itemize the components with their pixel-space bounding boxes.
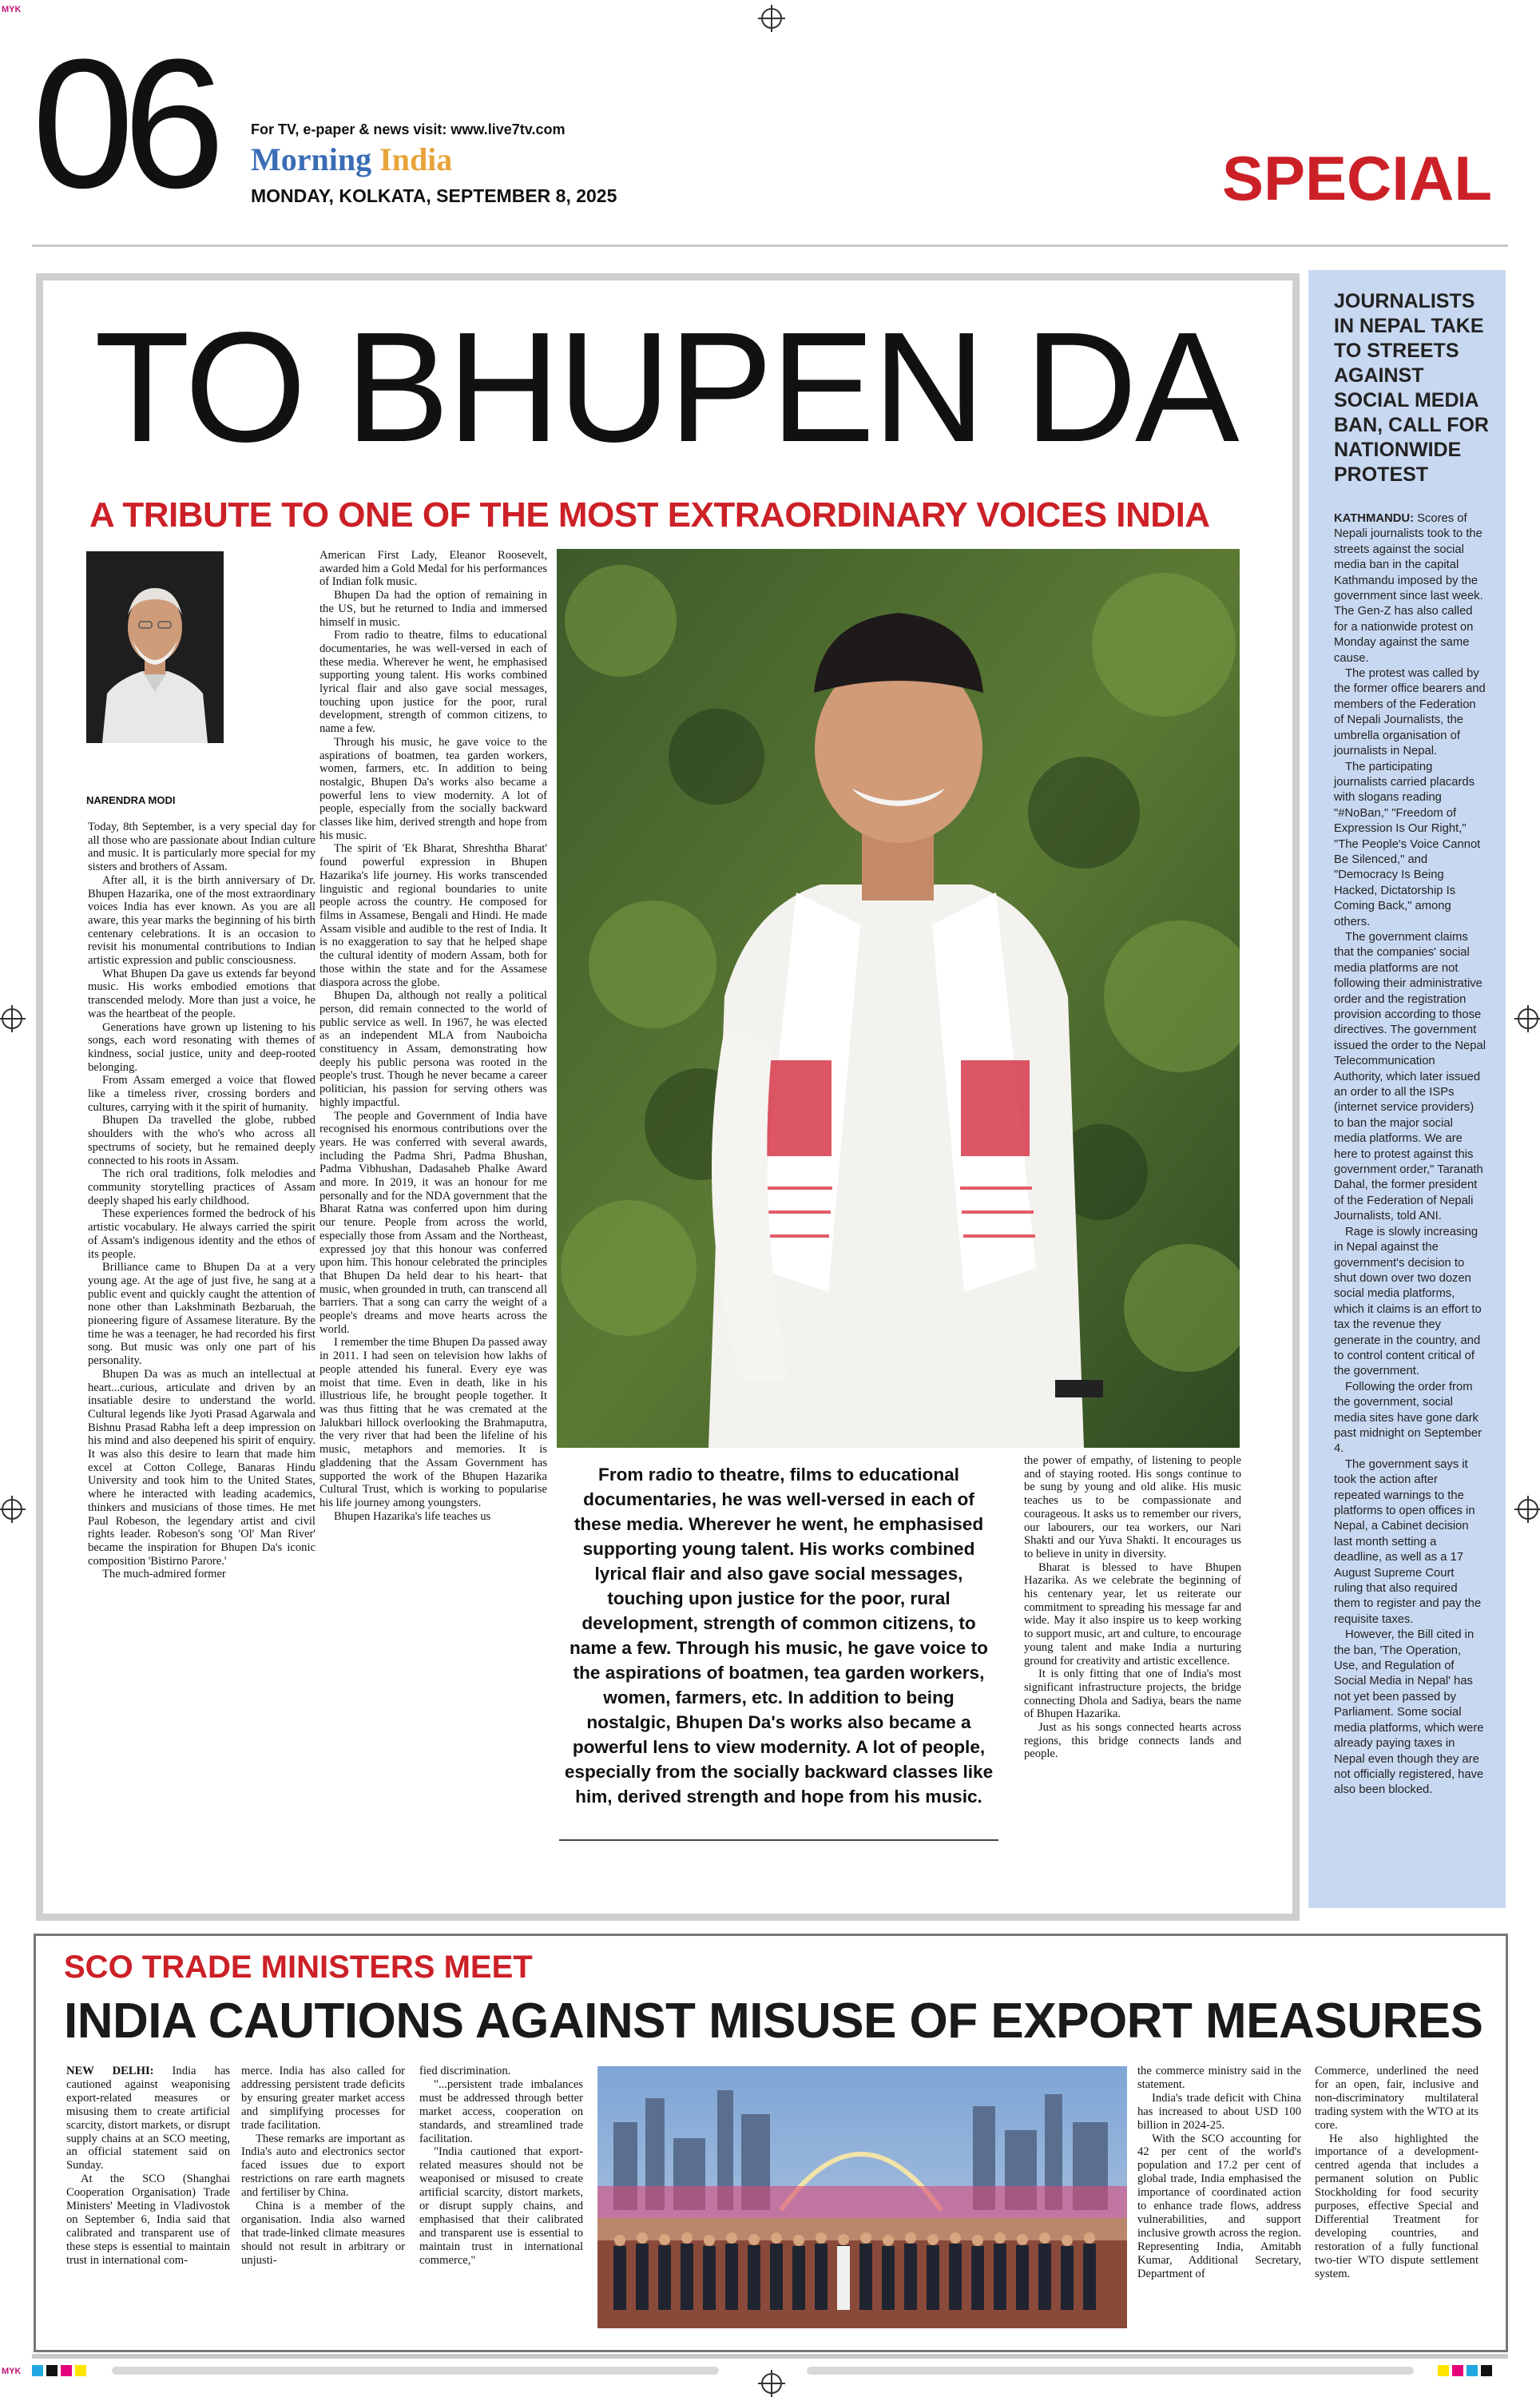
article-column-2 (320, 549, 547, 1523)
masthead-brand (251, 141, 452, 178)
sidebar-body (1334, 511, 1486, 1799)
paragraph (1334, 511, 1486, 666)
paragraph: "...persistent trade imbalances must be addressed through better market access, cooperation on standards, and streamlined trade facilitation. (419, 2077, 583, 2145)
paragraph: Bhupen Da had the option of remaining in the US, but he returned to India and immersed himself in music. (320, 589, 547, 629)
author-caption: NARENDRA MODI (86, 794, 176, 806)
section-label: SPECIAL (1221, 143, 1492, 213)
bottom-column-5 (1315, 2065, 1478, 2281)
paragraph: India's trade deficit with China has increased to about USD 100 billion in 2024-25. (1137, 2091, 1301, 2132)
paragraph: Bhupen Da travelled the globe, rubbed shoulders with the who's who across all spectrums of society, but he remained deeply connected to his roots in Assam. (88, 1114, 316, 1167)
sidebar-headline: JOURNALISTS IN NEPAL TAKE TO STREETS AGAINST SOCIAL MEDIA BAN, CALL FOR NATIONWIDE PROTEST (1334, 290, 1489, 486)
article-column-4 (1024, 1454, 1241, 1761)
registration-mark-top (761, 8, 782, 29)
bottom-kicker: SCO TRADE MINISTERS MEET (64, 1950, 533, 1985)
paragraph: However, the Bill cited in the ban, 'The Operation, Use, and Regulation of Social Media in Nepal' has not yet been passed by Parliament. Some social media platforms, which were already paying taxes in Nepal even though they are not officially registered, have also been blocked. (1334, 1628, 1484, 1797)
paragraph: the commerce ministry said in the statement. (1137, 2065, 1301, 2091)
main-headline: TO BHUPEN DA (94, 300, 1237, 475)
bottom-column-3 (419, 2065, 583, 2268)
paragraph: Through his music, he gave voice to the aspirations of boatmen, tea garden workers, women, farmers, etc. In addition to being nostalgic, Bhupen Da's works also became a powerful lens to view modernity. A lot of people, especially from the socially backward classes like him, derived strength and hope from his music. (320, 735, 547, 842)
paragraph: American First Lady, Eleanor Roosevelt, awarded him a Gold Medal for his performances of Indian folk music. (320, 549, 547, 589)
bottom-column-2 (241, 2065, 405, 2268)
paragraph: From Assam emerged a voice that flowed like a timeless river, crossing borders and cultures, carrying with it the spirit of humanity. (88, 1074, 316, 1114)
paragraph (66, 2065, 230, 2172)
bottom-dateline: NEW DELHI: (66, 2065, 154, 2077)
paragraph: Today, 8th September, is a very special day for all those who are passionate about Indian culture and music. It is particularly more special for my sisters and brothers of Assam. (88, 821, 316, 874)
paragraph: With the SCO accounting for 42 per cent of the world's population and 17.2 per cent of global trade, India emphasised the importance of coordinated action to enhance trade flows, address vulnerabilities, and support inclusive growth across the region. Representing India, Amitabh Kumar, Additional Secretary, Department of (1137, 2132, 1301, 2280)
paragraph: Rage is slowly increasing in Nepal against the government's decision to shut down over two dozen social media platforms, which it claims is an effort to tax the revenue they generate in the country, and to control content critical of the government. (1334, 1225, 1482, 1378)
bhupen-hazarika-photo (557, 549, 1240, 1448)
paragraph: China is a member of the organisation. India also warned that trade-linked climate measures should not result in arbitrary or unjusti- (241, 2200, 405, 2267)
group-photo-illustration (597, 2066, 1127, 2328)
page-number: 06 (32, 21, 214, 226)
gray-bar-right (807, 2367, 1414, 2375)
bottom-column-4 (1137, 2065, 1301, 2281)
visit-line: For TV, e-paper & news visit: www.live7tv.com (251, 121, 566, 137)
paragraph: I remember the time Bhupen Da passed away in 2011. I had seen on television how lakhs of people attended his funeral. Every eye was moist that time. Even in death, like in his illustrious life, he brought people together. It was thus fitting that he was cremated at the Jalukbari hillock overlooking the Brahmaputra, the very river that had been the lifeline of his music, metaphors and memories. It is gladdening that the Assam Government has supported the work of the Bhupen Hazarika Cultural Trust, which is working to popularise his life journey among youngsters. (320, 1336, 547, 1509)
paragraph: Bhupen Da, although not really a political person, did remain connected to the world of public service as well. In 1967, he was elected as an independent MLA from Nauboicha constituency in Assam, demonstrating how deeply his public persona was rooted in the people's trust. Though he never became a career politician, his passion for serving others was highly impactful. (320, 989, 547, 1109)
myk-mark-top: MYK (2, 5, 22, 14)
paragraph: The much-admired former (102, 1568, 226, 1581)
dateline: MONDAY, KOLKATA, SEPTEMBER 8, 2025 (251, 185, 617, 206)
paragraph: Bharat is blessed to have Bhupen Hazarika. As we celebrate the beginning of his centenary year, let us reiterate our commitment to spreading his message far and wide. May it also inspire us to keep working to support music, art and culture, to encourage young talent and make India a nurturing ground for creativity and artistic excellence. (1024, 1560, 1241, 1668)
registration-mark-right (1518, 1008, 1538, 1029)
paragraph: The rich oral traditions, folk melodies and community storytelling practices of Assam deeply shaped his early childhood. (88, 1167, 316, 1207)
paragraph: The participating journalists carried placards with slogans reading "#NoBan," "Freedom of Expression Is Our Right," "The People's Voice Cannot Be Silenced," and "Democracy Is Being Hacked, Dictatorship Is Coming Back," among others. (1334, 760, 1481, 928)
paragraph: The government says it took the action after repeated warnings to the platforms to open offices in Nepal, a Cabinet decision last month setting a deadline, as well as a 17 August Supreme Court ruling that also required them to register and pay the requisite taxes. (1334, 1457, 1482, 1626)
paragraph: These experiences formed the bedrock of his artistic vocabulary. He always carried the spirit of Assam's indigenous identity and the ethos of its people. (88, 1207, 316, 1261)
registration-mark-left (2, 1008, 22, 1029)
paragraph: He also highlighted the importance of a development-centred agenda that includes a permanent solution on Public Stockholding for food security purposes, effective Special and Differential Treatment for developing countries, and restoration of a fully functional two-tier WTO dispute settlement system. (1315, 2132, 1478, 2280)
registration-mark-left-2 (2, 1499, 22, 1520)
paragraph: The people and Government of India have recognised his enormous contributions over the years. He was conferred with several awards, including the Padma Shri, Padma Bhushan, Padma Vibhushan, Dadasaheb Phalke Award and more. In 2019, it was an honour for me personally and for the NDA government that the Bharat Ratna was conferred upon him during our tenure. People from across the world, especially those from Assam and the Northeast, expressed joy that this honour was conferred upon him. This honour celebrated the principles that Bhupen Da held dear to his heart- that music, when grounded in truth, can transcend all barriers. That a song can carry the weight of a people's dreams and move hearts across the world. (320, 1109, 547, 1336)
bottom-headline: INDIA CAUTIONS AGAINST MISUSE OF EXPORT MEASURES (64, 1994, 1483, 2049)
sidebar-dateline: KATHMANDU: (1334, 512, 1414, 525)
pull-quote-rule (559, 1839, 998, 1841)
brand-word-2: India (379, 141, 453, 177)
paragraph: At the SCO (Shanghai Cooperation Organisation) Trade Ministers' Meeting in Vladivostok on September 6, India said that calibrated and transparent use of these steps is essential to maintain trust in international com- (66, 2172, 230, 2267)
paragraph: fied discrimination. (419, 2065, 511, 2077)
header-rule (32, 244, 1508, 247)
paragraph: "India cautioned that export-related measures should not be weaponised or misused to create artificial scarcity, distort markets, or disrupt supply chains, and emphasised that their calibrated and transparent use is essential to maintain trust in international commerce," (419, 2145, 583, 2267)
paragraph: Bhupen Hazarika's life teaches us (334, 1509, 491, 1523)
registration-mark-bottom (761, 2373, 782, 2394)
author-photo (86, 551, 224, 743)
pull-quote: From radio to theatre, films to educational documentaries, he was well-versed in each of these media. Wherever he went, he emphasised supporting young talent. His works combined lyrical flair and also gave social messages, touching upon justice for the poor, rural development, strength of common citizens, to name a few. Through his music, he gave voice to the aspirations of boatmen, tea garden workers, women, farmers, etc. In addition to being nostalgic, Bhupen Da's works also became a powerful lens to view modernity. A lot of people, especially from the socially backward classes like him, derived strength and hope from his music. (564, 1465, 994, 1807)
photo-illustration (557, 549, 1240, 1448)
brand-word-1: Morning (251, 141, 372, 177)
article-column-1 (88, 821, 316, 1581)
registration-mark-right-2 (1518, 1499, 1538, 1520)
paragraph-text: India has cautioned against weaponising export-related measures or misusing them to create artificial scarcity, distort markets, or disrupt supply chains at an SCO meeting, an official statement said on Sunday. (66, 2065, 230, 2172)
bottom-column-1 (66, 2065, 230, 2268)
paragraph: After all, it is the birth anniversary of Dr. Bhupen Hazarika, one of the most extraordinary voices India has ever known. As you are all aware, this year marks the beginning of his birth centenary celebrations. It is an occasion to revisit his monumental contributions to Indian artistic expression and public consciousness. (88, 873, 316, 968)
paragraph: merce. India has also called for addressing persistent trade deficits by ensuring greater market access and simplifying processes for trade facilitation. (241, 2065, 405, 2132)
paragraph: The government claims that the companies' social media platforms are not following their administrative order and the registration provision according to those directives. The government issued the order to the Nepal Telecommunication Authority, which later issued an order to all the ISPs (internet service providers) to ban the major social media platforms. We are here to protest against this government order," Taranath Dahal, the former president of the Federation of Nepali Journalists, told ANI. (1334, 930, 1486, 1223)
paragraph: From radio to theatre, films to educational documentaries, he was well-versed in each of these media. Wherever he went, he emphasised supporting young talent. His works combined lyrical flair and also gave social messages, touching upon justice for the poor, rural development, strength of common citizens, to name a few. (320, 629, 547, 736)
paragraph: Following the order from the government, social media sites have gone dark past midnight on September 4. (1334, 1380, 1482, 1456)
gray-bar-left (112, 2367, 719, 2375)
myk-mark-bottom: MYK (2, 2367, 22, 2376)
paragraph: Generations have grown up listening to his songs, each word resonating with themes of kindness, social justice, unity and deep-rooted belonging. (88, 1020, 316, 1074)
paragraph: Commerce, underlined the need for an open, fair, inclusive and non-discriminatory multilateral trading system with the WTO at its core. (1315, 2065, 1478, 2132)
paragraph: The spirit of 'Ek Bharat, Shreshtha Bharat' found powerful expression in Bhupen Hazarika's life journey. His works transcended linguistic and regional boundaries to unite people across the country. He composed for films in Assamese, Bengali and Hindi. He made Assam visible and audible to the rest of India. It is no exaggeration to say that he helped shape the cultural identity of modern Assam, both for those within the state and for the Assamese diaspora across the globe. (320, 842, 547, 989)
main-subhead: A TRIBUTE TO ONE OF THE MOST EXTRAORDINARY VOICES INDIA (89, 495, 1210, 535)
paragraph: What Bhupen Da gave us extends far beyond music. His works embodied emotions that transcended melody. More than just a voice, he was the heartbeat of the people. (88, 967, 316, 1020)
paragraph: Bhupen Da was as much an intellectual at heart...curious, articulate and driven by an insatiable desire to understand the world. Cultural legends like Jyoti Prasad Agarwala and Bishnu Prasad Rabha left a deep impression on his mind and also deepened his spirit of enquiry. It was also this desire to learn that made him excel at Cotton College, Banaras Hindu University and took him to the United States, where he interacted with leading academics, thinkers and musicians of those times. He met Paul Robeson, the legendary artist and civil rights leader. Robeson's song 'Ol' Man River' became the inspiration for Bhupen Da's iconic composition 'Bistirno Parore.' (88, 1367, 316, 1568)
paragraph-text: Scores of Nepali journalists took to the streets against the social media ban in the capital Kathmandu imposed by the government since last week. The Gen-Z has also called for a nationwide protest on Monday against the same cause. (1334, 512, 1483, 665)
paragraph: These remarks are important as India's auto and electronics sector faced issues due to export restrictions on rare earth magnets and fertiliser by China. (241, 2132, 405, 2200)
paragraph: The protest was called by the former office bearers and members of the Federation of Nepali Journalists, the umbrella organisation of journalists in Nepal. (1334, 667, 1486, 758)
sco-group-photo (597, 2066, 1127, 2328)
paragraph: Just as his songs connected hearts across regions, this bridge connects lands and people. (1024, 1721, 1241, 1761)
author-portrait-figure (86, 551, 224, 743)
paragraph: It is only fitting that one of India's most significant infrastructure projects, the bridge connecting Dhola and Sadiya, bears the name of Bhupen Hazarika. (1024, 1668, 1241, 1721)
footer-rule (32, 2354, 1508, 2359)
paragraph: the power of empathy, of listening to people and of staying rooted. His songs continue to be sung by young and old alike. His music teaches us to be compassionate and courageous. It asks us to remember our rivers, our labourers, our tea workers, our Nari Shakti and our Yuva Shakti. It encourages us to believe in unity in diversity. (1024, 1454, 1241, 1560)
paragraph: Brilliance came to Bhupen Da at a very young age. At the age of just five, he sang at a public event and quickly caught the attention of none other than Lakshminath Bezbaruah, the pioneering figure of Assamese literature. By the time he was a teenager, he had recorded his first song. But music was only one part of his personality. (88, 1261, 316, 1368)
